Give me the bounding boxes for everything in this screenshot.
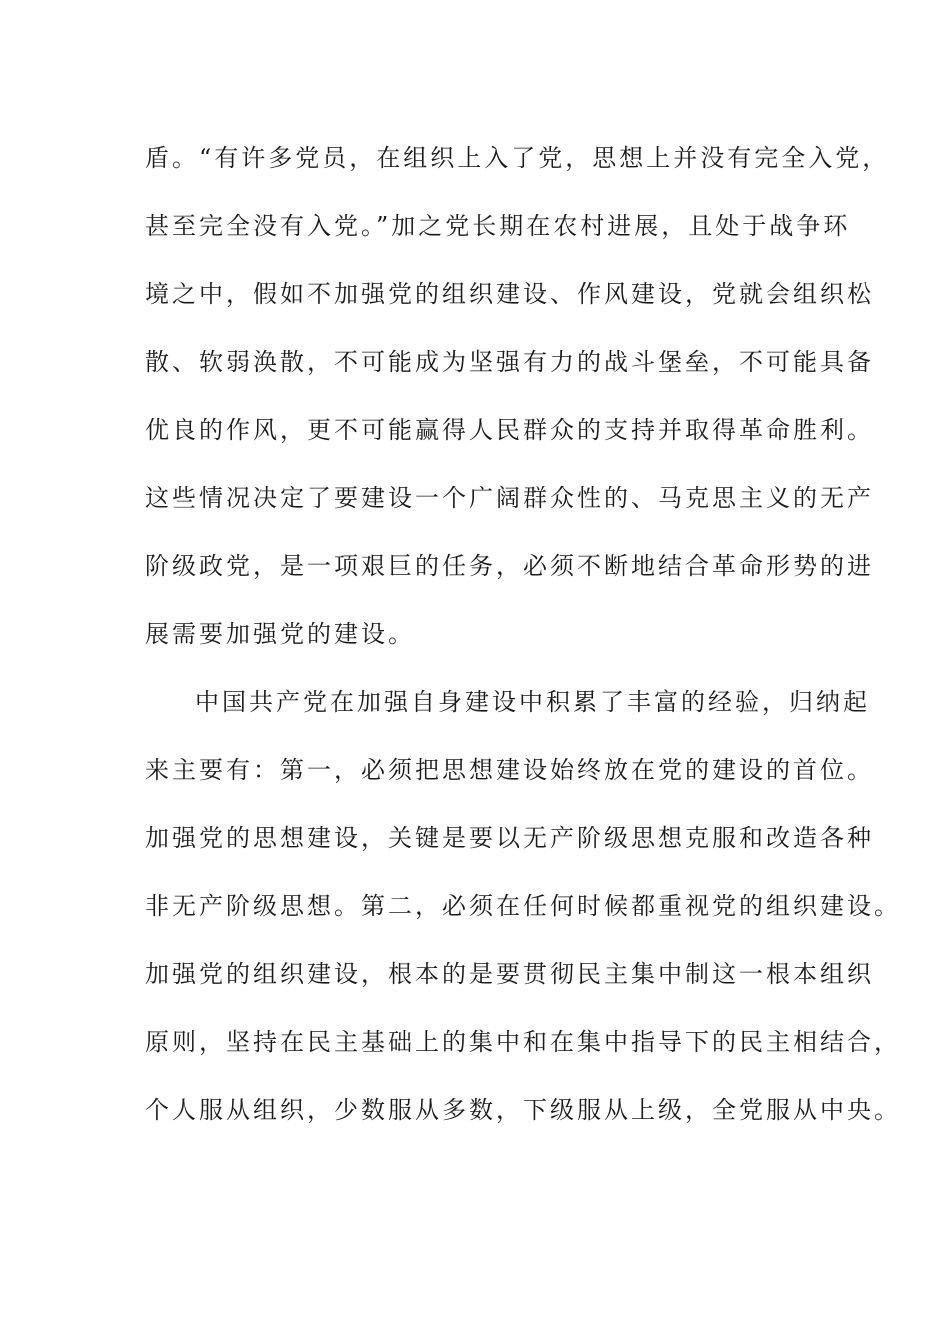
text-line: 境之中，假如不加强党的组织建设、作风建设，党就会组织松 — [145, 280, 874, 308]
text-line: 甚至完全没有入党。”加之党长期在农村进展，且处于战争环 — [145, 212, 851, 240]
text-line: 这些情况决定了要建设一个广阔群众性的、马克思主义的无产 — [145, 484, 874, 512]
body-text — [145, 124, 901, 1144]
text-line: 非无产阶级思想。第二，必须在任何时候都重视党的组织建设。 — [145, 892, 901, 920]
text-line: 加强党的组织建设，根本的是要贯彻民主集中制这一根本组织 — [145, 960, 874, 988]
text-line: 原则，坚持在民主基础上的集中和在集中指导下的民主相结合， — [145, 1028, 901, 1056]
paragraph-first-line: 中国共产党在加强自身建设中积累了丰富的经验，归纳起 — [195, 688, 870, 716]
text-line: 展需要加强党的建设。 — [145, 620, 415, 648]
text-line: 加强党的思想建设，关键是要以无产阶级思想克服和改造各种 — [145, 824, 874, 852]
text-line: 来主要有：第一，必须把思想建设始终放在党的建设的首位。 — [145, 756, 874, 784]
text-line: 优良的作风，更不可能赢得人民群众的支持并取得革命胜利。 — [145, 416, 874, 444]
text-line: 盾。“有许多党员，在组织上入了党，思想上并没有完全入党， — [145, 144, 890, 172]
text-line: 阶级政党，是一项艰巨的任务，必须不断地结合革命形势的进 — [145, 552, 874, 580]
text-line: 个人服从组织，少数服从多数，下级服从上级，全党服从中央。 — [145, 1096, 901, 1124]
text-line: 散、软弱涣散，不可能成为坚强有力的战斗堡垒，不可能具备 — [145, 348, 874, 376]
